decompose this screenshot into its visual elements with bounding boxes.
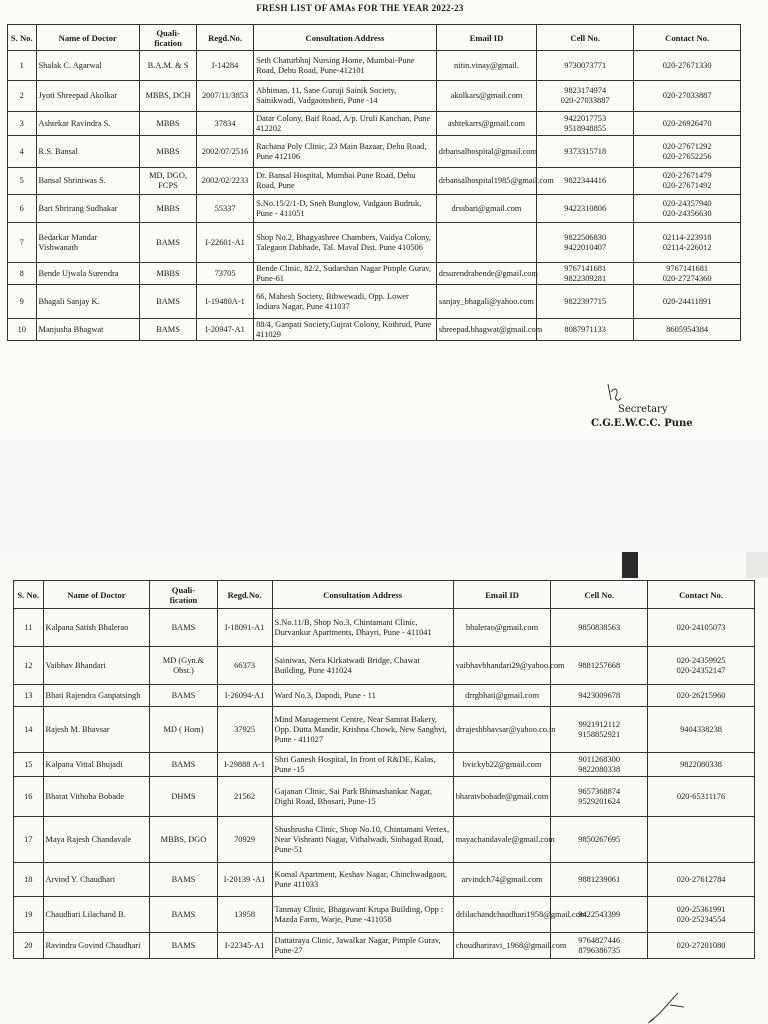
cell-contact-value: 020-27201080 bbox=[676, 940, 726, 950]
cell-mobile bbox=[551, 707, 648, 753]
cell-email: nitin.vinay@gmail. bbox=[436, 51, 536, 81]
cell-qualification: B.A.M. & S bbox=[140, 51, 197, 81]
cell-regd-no: 37925 bbox=[217, 707, 272, 753]
cell-address: S.No.15/2/1-D, Sneh Bunglow, Vadgaon Budruk, Pune - 411051 bbox=[254, 195, 437, 223]
cell-email bbox=[436, 223, 536, 263]
cell-mobile-value: 9822344416 bbox=[564, 176, 607, 185]
cell-doctor-name: Jyoti Shreepad Akolkar bbox=[36, 81, 140, 112]
cell-doctor-name: R.S. Bansal bbox=[36, 136, 140, 168]
cell-address: Abhiman, 11, Sane Guruji Sainik Society, Sainikwadi, Vadgaonsheri, Pune -14 bbox=[254, 81, 437, 112]
cell-email: drrajeshbhavsar@yahoo.co.in bbox=[453, 707, 551, 753]
cell-doctor-name: Ashtekar Ravindra S. bbox=[36, 112, 140, 136]
cell-qualification: DHMS bbox=[150, 777, 217, 817]
cell-qualification: BAMS bbox=[140, 285, 197, 319]
cell-doctor-name: Bhagali Sanjay K. bbox=[36, 285, 140, 319]
cell-contact bbox=[648, 817, 755, 863]
header-cell: Cell No. bbox=[551, 581, 648, 609]
cell-mobile bbox=[551, 777, 648, 817]
cell-doctor-name: Maya Rajesh Chandavale bbox=[43, 817, 150, 863]
cell-contact-value: 020-26926470 bbox=[662, 118, 712, 128]
cell-sno: 5 bbox=[8, 168, 37, 195]
cell-address: Bende Clinic, 82/2, Sudarshan Nagar Pimple Gurav, Pune-61 bbox=[254, 263, 437, 285]
cell-qualification: BAMS bbox=[140, 223, 197, 263]
cell-sno: 6 bbox=[8, 195, 37, 223]
cell-mobile bbox=[537, 319, 634, 341]
cell-regd-no: 70929 bbox=[217, 817, 272, 863]
cell-contact bbox=[648, 707, 755, 753]
cell-contact bbox=[634, 319, 741, 341]
signature-organization: C.G.E.W.C.C. Pune bbox=[591, 418, 693, 429]
cell-mobile bbox=[537, 136, 634, 168]
scan-edge-corner bbox=[746, 552, 768, 578]
signature-title: Secretary bbox=[618, 404, 668, 415]
cell-email: bvickyb22@gmail.com bbox=[453, 753, 551, 777]
cell-contact bbox=[634, 112, 741, 136]
cell-qualification: BAMS bbox=[150, 609, 217, 647]
header-qualification: Quali- fication bbox=[140, 25, 197, 51]
cell-email: drssbari@gmail.com bbox=[436, 195, 536, 223]
table-row bbox=[8, 195, 741, 223]
table-row bbox=[8, 81, 741, 112]
cell-address: Komal Apartment, Keshav Nagar, Chinchwadgaon, Pune 411033 bbox=[272, 863, 453, 897]
cell-address: Shop No.2, Bhagyashree Chambers, Vaidya Colony, Talegaon Dabhade, Tal. Maval Dist. Pune 410506 bbox=[254, 223, 437, 263]
cell-qualification: BAMS bbox=[150, 863, 217, 897]
cell-email: drbansalhospital1985@gmail.com bbox=[436, 168, 536, 195]
cell-mobile bbox=[551, 817, 648, 863]
header-sno: S. No. bbox=[8, 25, 37, 51]
cell-sno: 12 bbox=[14, 647, 44, 685]
cell-address: Seth Chaturbhuj Nursing Home, Mumbai-Pune Road, Dehu Road, Pune-412101 bbox=[254, 51, 437, 81]
header-email: Email ID bbox=[453, 581, 551, 609]
cell-address: Mind Management Centre, Near Samrat Bakery, Opp. Dutta Mandir, Krishna Chowk, New Sanghvi, Pune - 411027 bbox=[272, 707, 453, 753]
header-name: Name of Doctor bbox=[43, 581, 150, 609]
header-address: Consultation Address bbox=[272, 581, 453, 609]
cell-qualification: BAMS bbox=[150, 933, 217, 959]
cell-contact-value: 020-24352147 bbox=[676, 665, 726, 675]
document-title: FRESH LIST OF AMAs FOR THE YEAR 2022-23 bbox=[256, 3, 464, 13]
scan-edge-shadow bbox=[622, 552, 638, 578]
cell-doctor-name: Bhati Rajendra Ganpatsingh bbox=[43, 685, 150, 707]
cell-contact bbox=[634, 263, 741, 285]
page-1 bbox=[0, 0, 768, 440]
cell-address: Shri Ganesh Hospital, In front of R&DE, Kalas, Pune -15 bbox=[272, 753, 453, 777]
cell-contact-value: 02114-226012 bbox=[662, 242, 712, 252]
cell-contact-value: 020-27671292 bbox=[662, 141, 712, 151]
cell-mobile bbox=[551, 647, 648, 685]
cell-qualification: MD, DGO, FCPS bbox=[140, 168, 197, 195]
cell-sno: 15 bbox=[14, 753, 44, 777]
cell-mobile-value: 9921912112 bbox=[578, 719, 621, 729]
header-qualification: Quali- fication bbox=[150, 581, 217, 609]
cell-contact bbox=[634, 168, 741, 195]
cell-contact-value: 020-27671492 bbox=[662, 181, 712, 190]
cell-contact-value: 020-24105073 bbox=[676, 622, 726, 632]
cell-address: Dattatraya Clinic, Jawalkar Nagar, Pimple Gurav, Pune-27 bbox=[272, 933, 453, 959]
cell-address: Datar Colony, Baif Road, A/p. Uruli Kanchan, Pune 412202 bbox=[254, 112, 437, 136]
cell-mobile bbox=[537, 195, 634, 223]
cell-doctor-name: Ravindra Govind Chaudhari bbox=[43, 933, 150, 959]
table-row bbox=[14, 707, 755, 753]
cell-mobile-value: 9822506830 bbox=[564, 232, 607, 242]
cell-contact-value: 020-24411891 bbox=[662, 296, 712, 306]
cell-mobile-value: 9881257668 bbox=[578, 660, 621, 670]
cell-sno: 7 bbox=[8, 223, 37, 263]
table-row bbox=[8, 112, 741, 136]
cell-regd-no: 2002/07/2516 bbox=[197, 136, 254, 168]
cell-contact-value: 020-25234554 bbox=[676, 914, 726, 924]
cell-contact-value: 020-27671479 bbox=[662, 171, 712, 180]
header-regd: Regd.No. bbox=[217, 581, 272, 609]
cell-email: drbansalhospital@gmail.com bbox=[436, 136, 536, 168]
cell-doctor-name: Bedarkar Mandar Vishwanath bbox=[36, 223, 140, 263]
doctors-table-2 bbox=[13, 580, 755, 959]
cell-contact-value: 020-27671330 bbox=[662, 60, 712, 70]
table-row bbox=[8, 319, 741, 341]
cell-regd-no: I-14284 bbox=[197, 51, 254, 81]
cell-mobile bbox=[551, 863, 648, 897]
cell-address: Rachana Poly Clinic, 23 Main Bazaar, Dehu Road, Pune 412106 bbox=[254, 136, 437, 168]
cell-contact bbox=[634, 195, 741, 223]
cell-contact bbox=[634, 285, 741, 319]
cell-contact bbox=[648, 647, 755, 685]
cell-sno: 18 bbox=[14, 863, 44, 897]
cell-sno: 13 bbox=[14, 685, 44, 707]
cell-mobile-value: 9822397715 bbox=[564, 296, 607, 306]
cell-qualification: MBBS bbox=[140, 195, 197, 223]
cell-qualification: BAMS bbox=[150, 685, 217, 707]
header-sno: S. No. bbox=[14, 581, 44, 609]
cell-regd-no: 66373 bbox=[217, 647, 272, 685]
cell-mobile bbox=[551, 753, 648, 777]
cell-email: drsurendrabende@gmail.com bbox=[436, 263, 536, 285]
header-cell: Cell No. bbox=[537, 25, 634, 51]
table-row bbox=[14, 897, 755, 933]
cell-doctor-name: Shalak C. Agarwal bbox=[36, 51, 140, 81]
table-row bbox=[14, 685, 755, 707]
table-row bbox=[14, 609, 755, 647]
cell-contact bbox=[648, 753, 755, 777]
cell-mobile-value: 9158852921 bbox=[578, 729, 621, 739]
cell-email: shreepad.bhagwat@gmail.com bbox=[436, 319, 536, 341]
cell-regd-no: I-29888 A-1 bbox=[217, 753, 272, 777]
cell-contact-value: 020-24359925 bbox=[676, 655, 726, 665]
cell-email: bhalerao@gmail.com bbox=[453, 609, 551, 647]
cell-contact-value: 020-25361991 bbox=[676, 904, 726, 914]
cell-email: bharatvbobade@gmail.com bbox=[453, 777, 551, 817]
cell-sno: 1 bbox=[8, 51, 37, 81]
cell-contact-value: 8605954384 bbox=[666, 324, 709, 334]
cell-mobile-value: 020-27033887 bbox=[560, 96, 610, 105]
cell-mobile-value: 9529201624 bbox=[578, 796, 621, 806]
cell-sno: 2 bbox=[8, 81, 37, 112]
cell-email: drlilachandchaudhari1958@gmail.com bbox=[453, 897, 551, 933]
cell-sno: 11 bbox=[14, 609, 44, 647]
cell-regd-no: I-20139 -A1 bbox=[217, 863, 272, 897]
page-2 bbox=[0, 552, 768, 1024]
cell-mobile-value: 9422543399 bbox=[578, 909, 621, 919]
cell-regd-no: 21562 bbox=[217, 777, 272, 817]
cell-mobile-value: 9373315718 bbox=[564, 146, 607, 156]
cell-mobile bbox=[537, 51, 634, 81]
cell-mobile-value: 9422310806 bbox=[564, 203, 607, 213]
cell-sno: 17 bbox=[14, 817, 44, 863]
header-email: Email ID bbox=[436, 25, 536, 51]
cell-mobile-value: 9518948855 bbox=[564, 123, 607, 133]
table-row bbox=[8, 223, 741, 263]
cell-mobile-value: 8796386735 bbox=[578, 945, 621, 955]
table-row bbox=[14, 863, 755, 897]
table-row bbox=[14, 777, 755, 817]
cell-doctor-name: Arvind Y. Chaudhari bbox=[43, 863, 150, 897]
cell-regd-no: I-26094-A1 bbox=[217, 685, 272, 707]
cell-doctor-name: Bharat Vithoba Bobade bbox=[43, 777, 150, 817]
cell-doctor-name: Chaudhari Lilachand B. bbox=[43, 897, 150, 933]
cell-qualification: BAMS bbox=[150, 753, 217, 777]
cell-address: Shushrusha Clinic, Shop No.10, Chintamani Vertex, Near Vishranti Nagar, Vithalwadi, Sinhagad Road, Pune-51 bbox=[272, 817, 453, 863]
cell-doctor-name: Bende Ujwala Surendra bbox=[36, 263, 140, 285]
cell-address: 66, Mahesh Society, Bibwewadi, Opp. Lower Indiara Nagar, Pune 411037 bbox=[254, 285, 437, 319]
cell-mobile-value: 9850267695 bbox=[578, 834, 621, 844]
cell-qualification: MBBS bbox=[140, 112, 197, 136]
cell-sno: 20 bbox=[14, 933, 44, 959]
cell-regd-no: 2007/11/3853 bbox=[197, 81, 254, 112]
cell-regd-no: 13958 bbox=[217, 897, 272, 933]
cell-contact bbox=[634, 136, 741, 168]
header-name: Name of Doctor bbox=[36, 25, 140, 51]
cell-doctor-name: Kalpana Satish Bhalerao bbox=[43, 609, 150, 647]
cell-regd-no: I-22601-A1 bbox=[197, 223, 254, 263]
cell-qualification: MBBS, DCH bbox=[140, 81, 197, 112]
cell-email: arvindch74@gmail.com bbox=[453, 863, 551, 897]
cell-regd-no: 37834 bbox=[197, 112, 254, 136]
cell-mobile bbox=[537, 263, 634, 285]
cell-mobile bbox=[537, 81, 634, 112]
cell-mobile bbox=[537, 223, 634, 263]
cell-doctor-name: Bari Shrirang Sudhakar bbox=[36, 195, 140, 223]
cell-address: Sainiwas, Nera Kirkatwadi Bridge, Chawat Building, Pune 411024 bbox=[272, 647, 453, 685]
table-row bbox=[14, 753, 755, 777]
cell-email: akolkars@gmail.com bbox=[436, 81, 536, 112]
cell-contact-value: 020-27612784 bbox=[676, 874, 726, 884]
table-row bbox=[8, 263, 741, 285]
cell-contact-value: 020-27274360 bbox=[662, 273, 712, 283]
table-row bbox=[8, 136, 741, 168]
cell-mobile-value: 9422010407 bbox=[564, 242, 607, 252]
cell-qualification: MBBS bbox=[140, 136, 197, 168]
doctors-table-1 bbox=[7, 24, 741, 341]
cell-email: ashtekarrs@gmail.com bbox=[436, 112, 536, 136]
cell-address: Dr. Bansal Hospital, Mumbai Pune Road, Dehu Road, Pune bbox=[254, 168, 437, 195]
cell-qualification: BAMS bbox=[140, 319, 197, 341]
cell-mobile-value: 9823174974 bbox=[564, 86, 607, 95]
table-row bbox=[14, 647, 755, 685]
cell-sno: 14 bbox=[14, 707, 44, 753]
cell-mobile-value: 9822309281 bbox=[564, 273, 607, 283]
cell-regd-no: I-18091-A1 bbox=[217, 609, 272, 647]
cell-contact bbox=[648, 897, 755, 933]
cell-contact-value: 020-27033887 bbox=[662, 91, 712, 100]
cell-email: vaibhavbhandari29@yahoo.com bbox=[453, 647, 551, 685]
cell-mobile bbox=[537, 285, 634, 319]
cell-contact bbox=[648, 609, 755, 647]
cell-mobile-value: 9850838563 bbox=[578, 622, 621, 632]
cell-regd-no: I-22345-A1 bbox=[217, 933, 272, 959]
cell-contact bbox=[648, 933, 755, 959]
cell-mobile-value: 9011268300 bbox=[578, 754, 621, 764]
cell-qualification: MD (Gyn.& Obst.) bbox=[150, 647, 217, 685]
cell-regd-no: 73705 bbox=[197, 263, 254, 285]
cell-email: choudhariravi_1968@gmail.com bbox=[453, 933, 551, 959]
cell-mobile bbox=[551, 609, 648, 647]
cell-sno: 16 bbox=[14, 777, 44, 817]
cell-mobile-value: 8087971133 bbox=[564, 324, 606, 334]
cell-contact bbox=[634, 223, 741, 263]
cell-mobile-value: 9423009678 bbox=[578, 690, 621, 700]
cell-address: 88/4, Ganpati Society,Gujrat Colony, Kothrud, Pune 411029 bbox=[254, 319, 437, 341]
cell-sno: 3 bbox=[8, 112, 37, 136]
cell-contact bbox=[648, 863, 755, 897]
cell-contact-value: 020-24356630 bbox=[662, 208, 712, 218]
cell-mobile bbox=[537, 112, 634, 136]
cell-contact-value: 9767141681 bbox=[666, 263, 709, 273]
cell-contact bbox=[648, 777, 755, 817]
signature-mark bbox=[605, 382, 623, 404]
handwritten-mark bbox=[640, 985, 700, 1024]
cell-email: mayachandavale@gmail.com bbox=[453, 817, 551, 863]
header-contact: Contact No. bbox=[634, 25, 741, 51]
cell-qualification: BAMS bbox=[150, 897, 217, 933]
cell-doctor-name: Manjusha Bhagwat bbox=[36, 319, 140, 341]
cell-doctor-name: Vaibhav Bhandari bbox=[43, 647, 150, 685]
table-row bbox=[8, 168, 741, 195]
cell-qualification: MBBS bbox=[140, 263, 197, 285]
cell-mobile-value: 9822080338 bbox=[578, 764, 621, 774]
header-contact: Contact No. bbox=[648, 581, 755, 609]
cell-regd-no: I-19480A-1 bbox=[197, 285, 254, 319]
cell-mobile-value: 9764827446 bbox=[578, 935, 621, 945]
cell-qualification: MBBS, DGO bbox=[150, 817, 217, 863]
cell-doctor-name: Bansal Shriniwas S. bbox=[36, 168, 140, 195]
cell-mobile-value: 9767141681 bbox=[564, 263, 607, 273]
cell-regd-no: I-20947-A1 bbox=[197, 319, 254, 341]
table-row bbox=[8, 51, 741, 81]
cell-sno: 9 bbox=[8, 285, 37, 319]
cell-sno: 10 bbox=[8, 319, 37, 341]
cell-contact-value: 020-27652256 bbox=[662, 151, 712, 161]
cell-mobile-value: 9730073771 bbox=[564, 60, 607, 70]
cell-sno: 19 bbox=[14, 897, 44, 933]
cell-contact bbox=[634, 81, 741, 112]
cell-contact-value: 020-24357940 bbox=[662, 198, 712, 208]
cell-contact bbox=[634, 51, 741, 81]
cell-sno: 4 bbox=[8, 136, 37, 168]
cell-mobile-value: 9422017753 bbox=[564, 113, 607, 123]
table-row bbox=[8, 285, 741, 319]
header-address: Consultation Address bbox=[254, 25, 437, 51]
cell-address: Gajanan Clinic, Sai Park Bhimashankar Nagar, Dighi Road, Bhosari, Pune-15 bbox=[272, 777, 453, 817]
cell-email: drrgbhati@gmail.com bbox=[453, 685, 551, 707]
cell-contact-value: 020-65311176 bbox=[676, 791, 726, 801]
cell-mobile bbox=[551, 685, 648, 707]
cell-mobile-value: 9657368874 bbox=[578, 786, 621, 796]
cell-email: sanjay_bhagali@yahoo.com bbox=[436, 285, 536, 319]
cell-address: Ward No.3, Dapodi, Pune - 11 bbox=[272, 685, 453, 707]
cell-contact-value: 9822080338 bbox=[680, 759, 722, 769]
cell-regd-no: 55337 bbox=[197, 195, 254, 223]
cell-doctor-name: Rajesh M. Bhavsar bbox=[43, 707, 150, 753]
cell-contact-value: 02114-223918 bbox=[662, 232, 712, 242]
table-row bbox=[14, 933, 755, 959]
cell-contact-value: 020-26215960 bbox=[676, 690, 726, 700]
header-regd: Regd.No. bbox=[197, 25, 254, 51]
cell-contact-value: 9404338238 bbox=[680, 724, 722, 734]
cell-sno: 8 bbox=[8, 263, 37, 285]
table-row bbox=[14, 817, 755, 863]
cell-regd-no: 2002/02/2233 bbox=[197, 168, 254, 195]
cell-address: Tanmay Clinic, Bhagawant Krupa Building, Opp : Mazda Farm, Warje, Pune -411058 bbox=[272, 897, 453, 933]
cell-qualification: MD ( Hom) bbox=[150, 707, 217, 753]
page-gap bbox=[0, 440, 768, 552]
cell-doctor-name: Kalpana Vittal Bhujadi bbox=[43, 753, 150, 777]
cell-contact bbox=[648, 685, 755, 707]
cell-address: S.No.11/B, Shop No.3, Chintamani Clinic, Durvankur Apartments, Dhayri, Pune - 411041 bbox=[272, 609, 453, 647]
cell-mobile-value: 9881239061 bbox=[578, 874, 621, 884]
